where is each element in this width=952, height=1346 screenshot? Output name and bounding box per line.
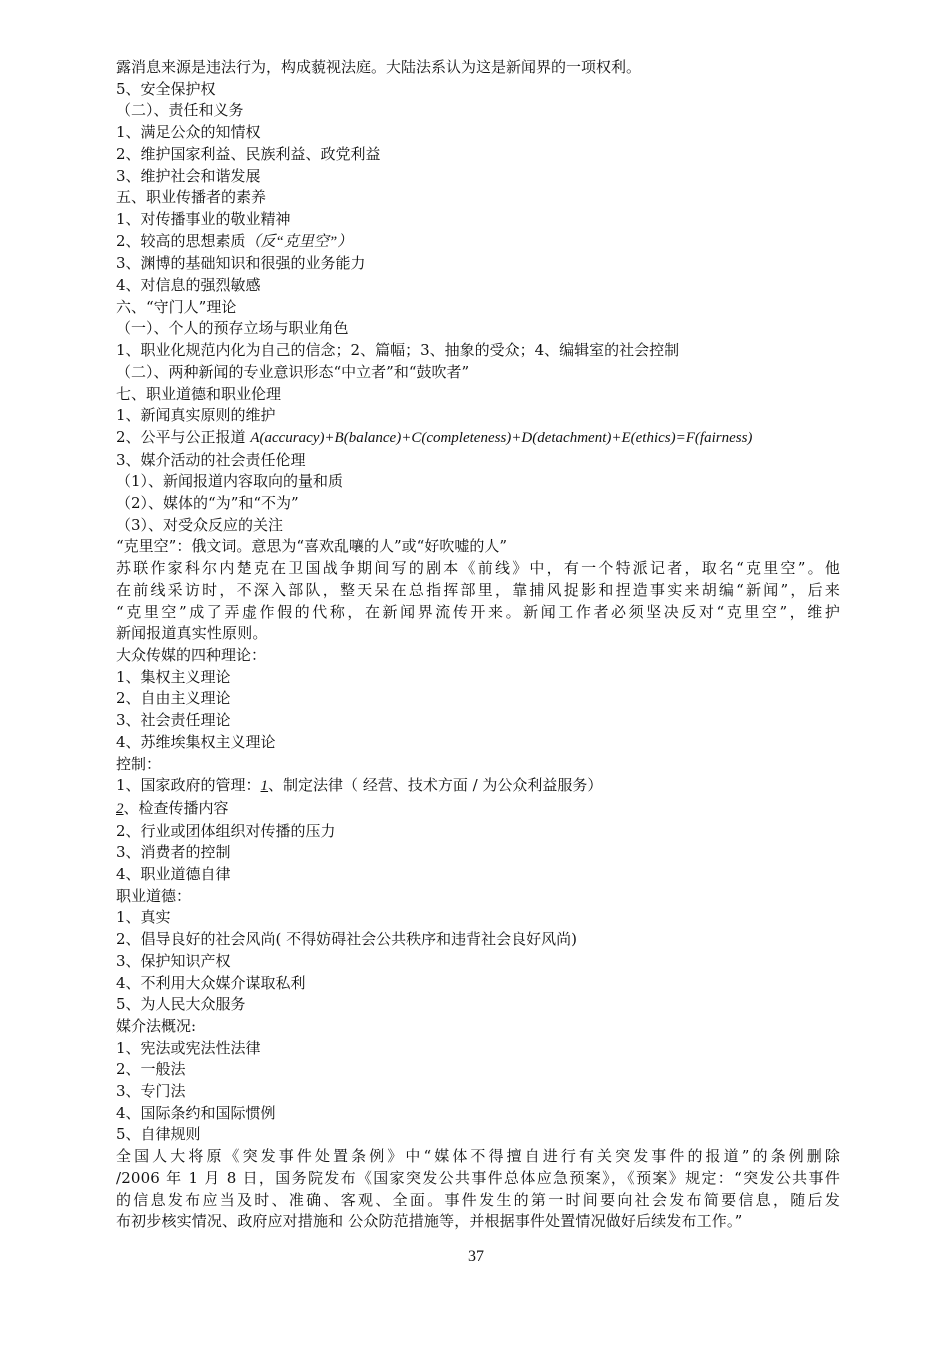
text-line: 5、自律规则 bbox=[116, 1125, 201, 1144]
paragraph-line: 布初步核实情况、政府应对措施和 公众防范措施等，并根据事件处置情况做好后续发布工作。” bbox=[116, 1212, 743, 1231]
text-line: 六、“守门人”理论 bbox=[116, 297, 237, 316]
text-line bbox=[116, 798, 840, 821]
text-line: 4、职业道德自律 bbox=[116, 865, 231, 884]
text-line: （一）、个人的预存立场与职业角色 bbox=[116, 319, 349, 338]
text-span: 、制定法律（ 经营、技术方面 / 为公众利益服务） bbox=[268, 776, 603, 795]
text-block-e bbox=[116, 821, 840, 1147]
text-line: （二）、责任和义务 bbox=[116, 101, 244, 120]
text-block-a bbox=[116, 57, 840, 231]
text-line: 1、真实 bbox=[116, 908, 171, 927]
text-line: （2）、媒体的“为”和“不为” bbox=[116, 494, 299, 513]
text-line: 2、倡导良好的社会风尚( 不得妨碍社会公共秩序和违背社会良好风尚) bbox=[116, 930, 578, 949]
text-span: 2、公平与公正报道 bbox=[116, 427, 251, 446]
krikun-paragraph bbox=[116, 558, 840, 645]
text-span: 1、国家政府的管理： bbox=[116, 776, 261, 795]
text-line: 3、保护知识产权 bbox=[116, 951, 231, 970]
text-line: 五、职业传播者的素养 bbox=[116, 188, 267, 207]
text-line: 4、不利用大众媒介谋取私利 bbox=[116, 973, 306, 992]
text-line: 大众传媒的四种理论： bbox=[116, 645, 267, 664]
text-line: 5、安全保护权 bbox=[116, 79, 216, 98]
text-line: 七、职业道德和职业伦理 bbox=[116, 384, 282, 403]
text-line: 2、行业或团体组织对传播的压力 bbox=[116, 821, 336, 840]
paragraph-line: 的信息发布应当及时、准确、客观、全面。事件发生的第一时间要向社会发布简要信息，随后发 bbox=[116, 1190, 840, 1209]
paragraph-line: 在前线采访时，不深入部队，整天呆在总指挥部里，靠捕风捉影和捏造事实来胡编“新闻”，后来 bbox=[116, 580, 840, 599]
text-line: 5、为人民大众服务 bbox=[116, 995, 246, 1014]
text-line: 2、一般法 bbox=[116, 1060, 186, 1079]
text-line: 露消息来源是违法行为，构成藐视法庭。大陆法系认为这是新闻界的一项权利。 bbox=[116, 58, 642, 76]
text-line: “克里空”：俄文词。意思为“喜欢乱嚷的人”或“好吹嘘的人” bbox=[116, 537, 508, 556]
underlined-number: 2 bbox=[116, 800, 124, 817]
text-line: 3、消费者的控制 bbox=[116, 843, 231, 862]
document-body bbox=[116, 57, 840, 1233]
emergency-paragraph bbox=[116, 1146, 840, 1233]
paragraph-line: “克里空”成了弄虚作假的代称，在新闻界流传开来。新闻工作者必须坚决反对“克里空”，维护 bbox=[116, 602, 840, 621]
text-line: 1、新闻真实原则的维护 bbox=[116, 406, 276, 425]
text-line: 4、苏维埃集权主义理论 bbox=[116, 732, 276, 751]
page-number: 37 bbox=[468, 1248, 484, 1265]
text-line: （3）、对受众反应的关注 bbox=[116, 515, 284, 534]
text-block-b bbox=[116, 253, 840, 427]
text-line: 1、职业化规范内化为自己的信念；2、篇幅；3、抽象的受众；4、编辑室的社会控制 bbox=[116, 341, 680, 360]
text-block-d bbox=[116, 645, 840, 775]
paragraph-line: 新闻报道真实性原则。 bbox=[116, 624, 268, 643]
text-line: （1）、新闻报道内容取向的量和质 bbox=[116, 472, 344, 491]
text-line: 职业道德： bbox=[116, 886, 192, 905]
text-line: 控制： bbox=[116, 754, 162, 773]
text-span: 、检查传播内容 bbox=[123, 798, 229, 817]
text-line: 2、维护国家利益、民族利益、政党利益 bbox=[116, 144, 381, 163]
text-line: 1、宪法或宪法性法律 bbox=[116, 1038, 261, 1057]
text-line: 2、自由主义理论 bbox=[116, 689, 231, 708]
text-line: 1、对传播事业的敬业精神 bbox=[116, 209, 291, 228]
text-line: 3、渊博的基础知识和很强的业务能力 bbox=[116, 254, 366, 273]
text-line: 4、对信息的强烈敏感 bbox=[116, 276, 261, 295]
text-line: 3、维护社会和谐发展 bbox=[116, 166, 261, 185]
text-line bbox=[116, 775, 840, 798]
text-line: 1、集权主义理论 bbox=[116, 667, 231, 686]
paragraph-line: 苏联作家科尔内楚克在卫国战争期间写的剧本《前线》中，有一个特派记者，取名“克里空”。他 bbox=[116, 559, 840, 578]
text-line: 3、社会责任理论 bbox=[116, 711, 231, 730]
paragraph-line: 全国人大将原《突发事件处置条例》中“媒体不得擅自进行有关突发事件的报道”的条例删除 bbox=[116, 1147, 840, 1166]
text-block-c bbox=[116, 450, 840, 559]
text-line: 4、国际条约和国际惯例 bbox=[116, 1103, 276, 1122]
italic-note: （反“克里空”） bbox=[245, 233, 353, 250]
text-line bbox=[116, 427, 840, 450]
paragraph-line: /2006 年 1 月 8 日，国务院发布《国家突发公共事件总体应急预案》，《预案》规定：“突发公共事件 bbox=[116, 1168, 840, 1187]
text-line bbox=[116, 231, 840, 254]
text-line: 1、满足公众的知情权 bbox=[116, 123, 261, 142]
fairness-formula: A(accuracy)+B(balance)+C(completeness)+D(detachment)+E(ethics)=F(fairness) bbox=[250, 429, 753, 446]
text-line: 媒介法概况: bbox=[116, 1016, 197, 1035]
text-line: （二）、两种新闻的专业意识形态“中立者”和“鼓吹者” bbox=[116, 362, 470, 381]
text-line: 3、媒介活动的社会责任伦理 bbox=[116, 450, 306, 469]
text-line: 3、专门法 bbox=[116, 1082, 186, 1101]
text-span: 2、较高的思想素质 bbox=[116, 231, 246, 250]
underlined-number: 1 bbox=[260, 778, 269, 795]
